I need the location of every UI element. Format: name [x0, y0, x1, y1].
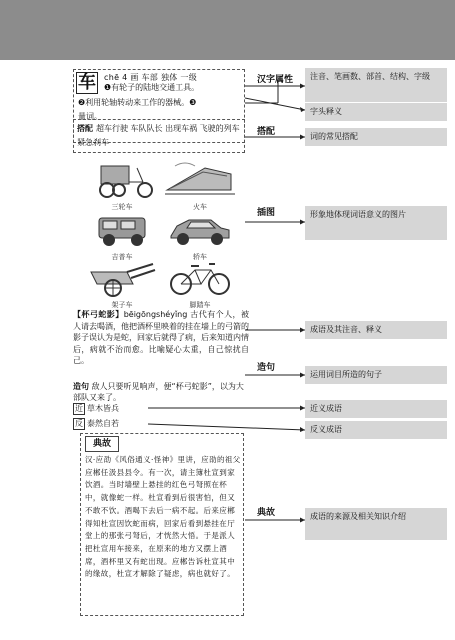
label-diangu: 典故: [257, 508, 276, 518]
label-hanzi-attr: 汉字属性: [257, 75, 294, 85]
desc-fanyi: 反义成语: [305, 421, 447, 439]
antonym-tag: 反: [75, 419, 83, 428]
example-body: 敌人只要听见响声，便“杯弓蛇影”，以为大部队又来了。: [73, 382, 244, 402]
collocation-section: [73, 119, 245, 153]
idiom-definition: [73, 309, 249, 367]
desc-chengyu: 成语及其注音、释义: [305, 321, 447, 339]
sedan-icon: [165, 210, 235, 250]
train-icon: [165, 160, 235, 200]
cart-icon: [87, 258, 157, 298]
sense-1: ❶有轮子的陆地交通工具。: [104, 83, 200, 92]
desc-jinyi: 近义成语: [305, 400, 447, 418]
allusion-box: [80, 433, 244, 616]
bicycle-icon: [165, 258, 235, 298]
desc-zaoju: 运用词目所造的句子: [305, 366, 447, 384]
allusion-title: 典故: [85, 436, 119, 452]
desc-hanzi-attr: 注音、笔画数、部首、结构、字级: [305, 68, 447, 102]
antonym-row: [73, 418, 119, 430]
pic-label: 三轮车: [111, 203, 133, 211]
jeep-icon: [87, 210, 157, 250]
sense-3: 量词。: [78, 112, 102, 121]
headword-attributes: chē 4 画 车部 独体 一级: [104, 73, 197, 82]
pic-label: 脚踏车: [189, 301, 211, 309]
pic-label: 火车: [193, 203, 207, 211]
sense-2: ❷利用轮轴转动来工作的器械。❸: [78, 98, 197, 107]
example-tag: 造句: [73, 382, 89, 391]
antonym-idiom: 泰然自若: [87, 419, 119, 428]
collocation-text: [77, 122, 243, 150]
label-dapei: 搭配: [257, 127, 276, 137]
synonym-idiom: 草木皆兵: [87, 404, 119, 413]
idiom-section: [73, 309, 250, 402]
synonym-row: [73, 403, 119, 415]
desc-zitou: 字头释义: [305, 103, 447, 121]
label-zaoju: 造句: [257, 363, 276, 373]
idiom-headword: 【杯弓蛇影】: [73, 310, 124, 319]
pic-label: 吉普车: [111, 253, 133, 261]
synonym-tag: 近: [75, 404, 83, 413]
desc-chatu: 形象地体现词语意义的图片: [305, 206, 447, 240]
headword-char: 车: [78, 72, 96, 93]
idiom-body: bēigōngshéyǐng 古代有个人，被人请去喝酒，他把酒杯里映着的挂在墙上的弓箭的影子误认为是蛇，回家后就得了病，后来知道内情后，病就不治而愈。比喻疑心太重，自己惊扰自己。: [73, 310, 250, 366]
desc-dapei: 词的常见搭配: [305, 128, 447, 146]
illustration-section: [73, 154, 245, 309]
allusion-text: 汉·应劭《风俗通义·怪神》里讲，应劭的祖父应郴任汲县县令。有一次，请主簿杜宣到家饮酒。当时墙壁上悬挂的红色弓弩照在杯中，就像蛇一样。杜宣看到后很害怕，但又不敢不饮。酒喝下去后一病不起。后来应郴得知杜宣因饮蛇而病，回家后看到悬挂在厅堂上的那张弓弩后，才恍然大悟。于是派人把杜宣用车接来，在原来的地方又摆上酒席，酒杯里又有蛇出现。应郴告诉杜宣其中的缘故，杜宣才解除了疑虑，病也就好了。: [85, 455, 241, 579]
pic-label: 轿车: [193, 253, 207, 261]
example-sentence: [73, 381, 249, 403]
label-chatu: 插图: [257, 208, 276, 218]
collocation-list: 超车行驶 车队队长 出现车祸 飞驶的列车 紧急刹车: [77, 124, 240, 147]
desc-diangu: 成语的来源及相关知识介绍: [305, 508, 447, 540]
pic-label: 架子车: [111, 301, 133, 309]
collocation-tag: 搭配: [77, 124, 93, 133]
tricycle-icon: [87, 160, 157, 200]
